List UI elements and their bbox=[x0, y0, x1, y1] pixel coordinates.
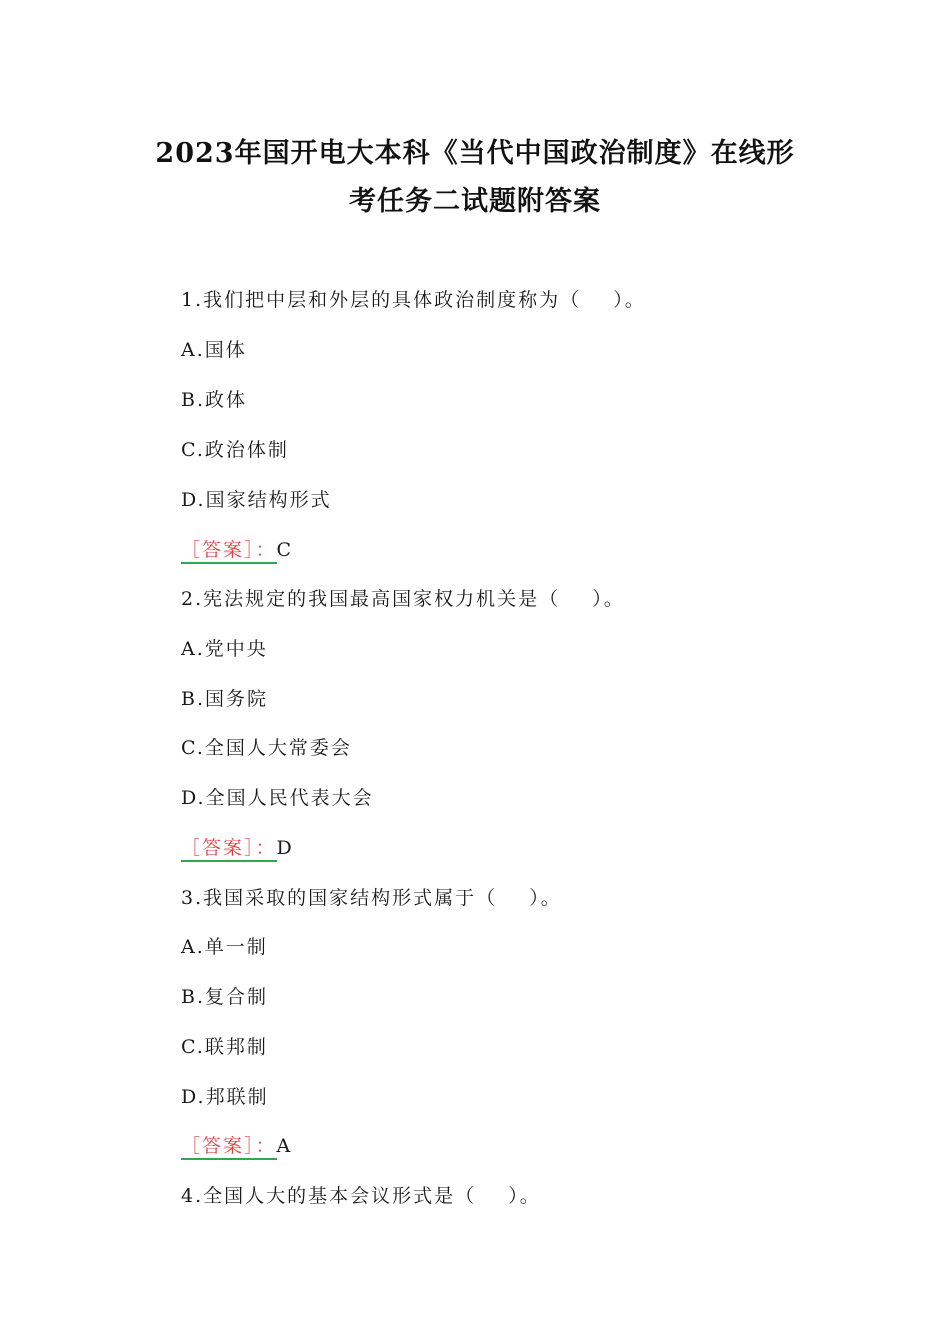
question-3-stem: 3.我国采取的国家结构形式属于（ ）。 bbox=[181, 887, 562, 909]
question-1-option-a: A.国体 bbox=[181, 339, 247, 361]
question-1-option-c: C.政治体制 bbox=[181, 439, 289, 461]
question-2-stem: 2.宪法规定的我国最高国家权力机关是（ ）。 bbox=[181, 588, 625, 610]
question-3-option-d: D.邦联制 bbox=[181, 1086, 269, 1108]
question-1-answer bbox=[181, 537, 292, 563]
answer-tag: ［答案］： bbox=[181, 837, 277, 862]
question-2-option-d: D.全国人民代表大会 bbox=[181, 787, 374, 809]
question-2-option-b: B.国务院 bbox=[181, 688, 269, 710]
question-1-option-b: B.政体 bbox=[181, 389, 248, 411]
answer-value: C bbox=[276, 539, 293, 561]
question-3-option-a: A.单一制 bbox=[181, 936, 268, 958]
answer-tag: ［答案］： bbox=[181, 1135, 277, 1160]
question-2-option-c: C.全国人大常委会 bbox=[181, 737, 352, 759]
question-3-option-b: B.复合制 bbox=[181, 986, 269, 1008]
question-1-option-d: D.国家结构形式 bbox=[181, 489, 332, 511]
question-3-option-c: C.联邦制 bbox=[181, 1036, 268, 1058]
question-3-answer bbox=[181, 1133, 291, 1159]
document-title-line-2: 考任务二试题附答案 bbox=[349, 186, 601, 217]
question-2-answer bbox=[181, 835, 293, 861]
question-4-stem: 4.全国人大的基本会议形式是（ ）。 bbox=[181, 1185, 541, 1207]
answer-value: D bbox=[276, 837, 293, 859]
document-title-line-1: 2023年国开电大本科《当代中国政治制度》在线形 bbox=[155, 138, 795, 169]
question-2-option-a: A.党中央 bbox=[181, 638, 268, 660]
answer-value: A bbox=[276, 1135, 292, 1157]
question-1-stem: 1.我们把中层和外层的具体政治制度称为（ ）。 bbox=[181, 289, 646, 311]
answer-tag: ［答案］： bbox=[181, 539, 277, 564]
